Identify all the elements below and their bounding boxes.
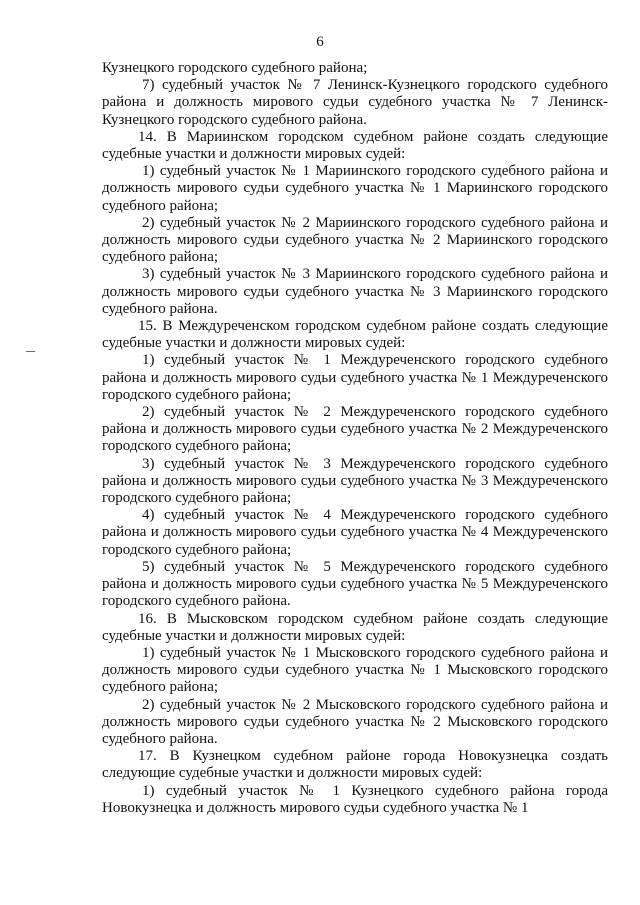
page-number: 6 <box>316 34 324 50</box>
list-item-paragraph: 5) судебный участок № 5 Междуреченского городского судебного района и должность мирового судьи судебного участка № 5 Междуреченского городского судебного района. <box>102 558 608 610</box>
list-item-paragraph: 3) судебный участок № 3 Междуреченского городского судебного района и должность мирового судьи судебного участка № 3 Междуреченского городского судебного района; <box>102 455 608 507</box>
list-item-paragraph: 7) судебный участок № 7 Ленинск-Кузнецкого городского судебного района и должность мирового судьи судебного участка № 7 Ленинск-Кузнецкого городского судебного района. <box>102 77 608 128</box>
list-item-paragraph: 2) судебный участок № 2 Мариинского городского судебного района и должность мирового судьи судебного участка № 2 Мариинского городского судебного района; <box>102 214 608 266</box>
list-item-paragraph: 1) судебный участок № 1 Междуреченского городского судебного района и должность мирового судьи судебного участка № 1 Междуреченского городского судебного района; <box>102 352 608 403</box>
list-item-paragraph: 3) судебный участок № 3 Мариинского городского судебного района и должность мирового судьи судебного участка № 3 Мариинского городского судебного района. <box>102 266 608 317</box>
list-item-paragraph: 4) судебный участок № 4 Междуреченского городского судебного района и должность мирового судьи судебного участка № 4 Междуреченского городского судебного района; <box>102 507 608 558</box>
paragraph-continuation: Кузнецкого городского судебного района; <box>102 60 368 76</box>
list-item-paragraph: 2) судебный участок № 2 Мысковского городского судебного района и должность мирового судьи судебного участка № 2 Мысковского городского судебного района. <box>102 696 608 747</box>
list-item-paragraph: 1) судебный участок № 1 Мысковского городского судебного района и должность мирового судьи судебного участка № 1 Мысковского городского судебного района; <box>102 644 608 696</box>
list-item-paragraph: 1) судебный участок № 1 Мариинского городского судебного района и должность мирового судьи судебного участка № 1 Мариинского городского судебного района; <box>102 163 608 214</box>
document-body <box>102 60 608 817</box>
margin-mark <box>26 351 35 352</box>
list-item-paragraph: 1) судебный участок № 1 Кузнецкого судебного района города Новокузнецка и должность мирового судьи судебного участка № 1 <box>102 782 608 816</box>
section-paragraph: 17. В Кузнецком судебном районе города Новокузнецка создать следующие судебные участки и должности мировых судей: <box>102 748 608 782</box>
section-paragraph: 14. В Мариинском городском судебном районе создать следующие судебные участки и должности мировых судей: <box>102 128 608 163</box>
list-item-paragraph: 2) судебный участок № 2 Междуреченского городского судебного района и должность мирового судьи судебного участка № 2 Междуреченского городского судебного района; <box>102 404 608 455</box>
section-paragraph: 15. В Междуреченском городском судебном районе создать следующие судебные участки и должности мировых судей: <box>102 318 608 352</box>
section-paragraph: 16. В Мысковском городском судебном районе создать следующие судебные участки и должности мировых судей: <box>102 610 608 644</box>
